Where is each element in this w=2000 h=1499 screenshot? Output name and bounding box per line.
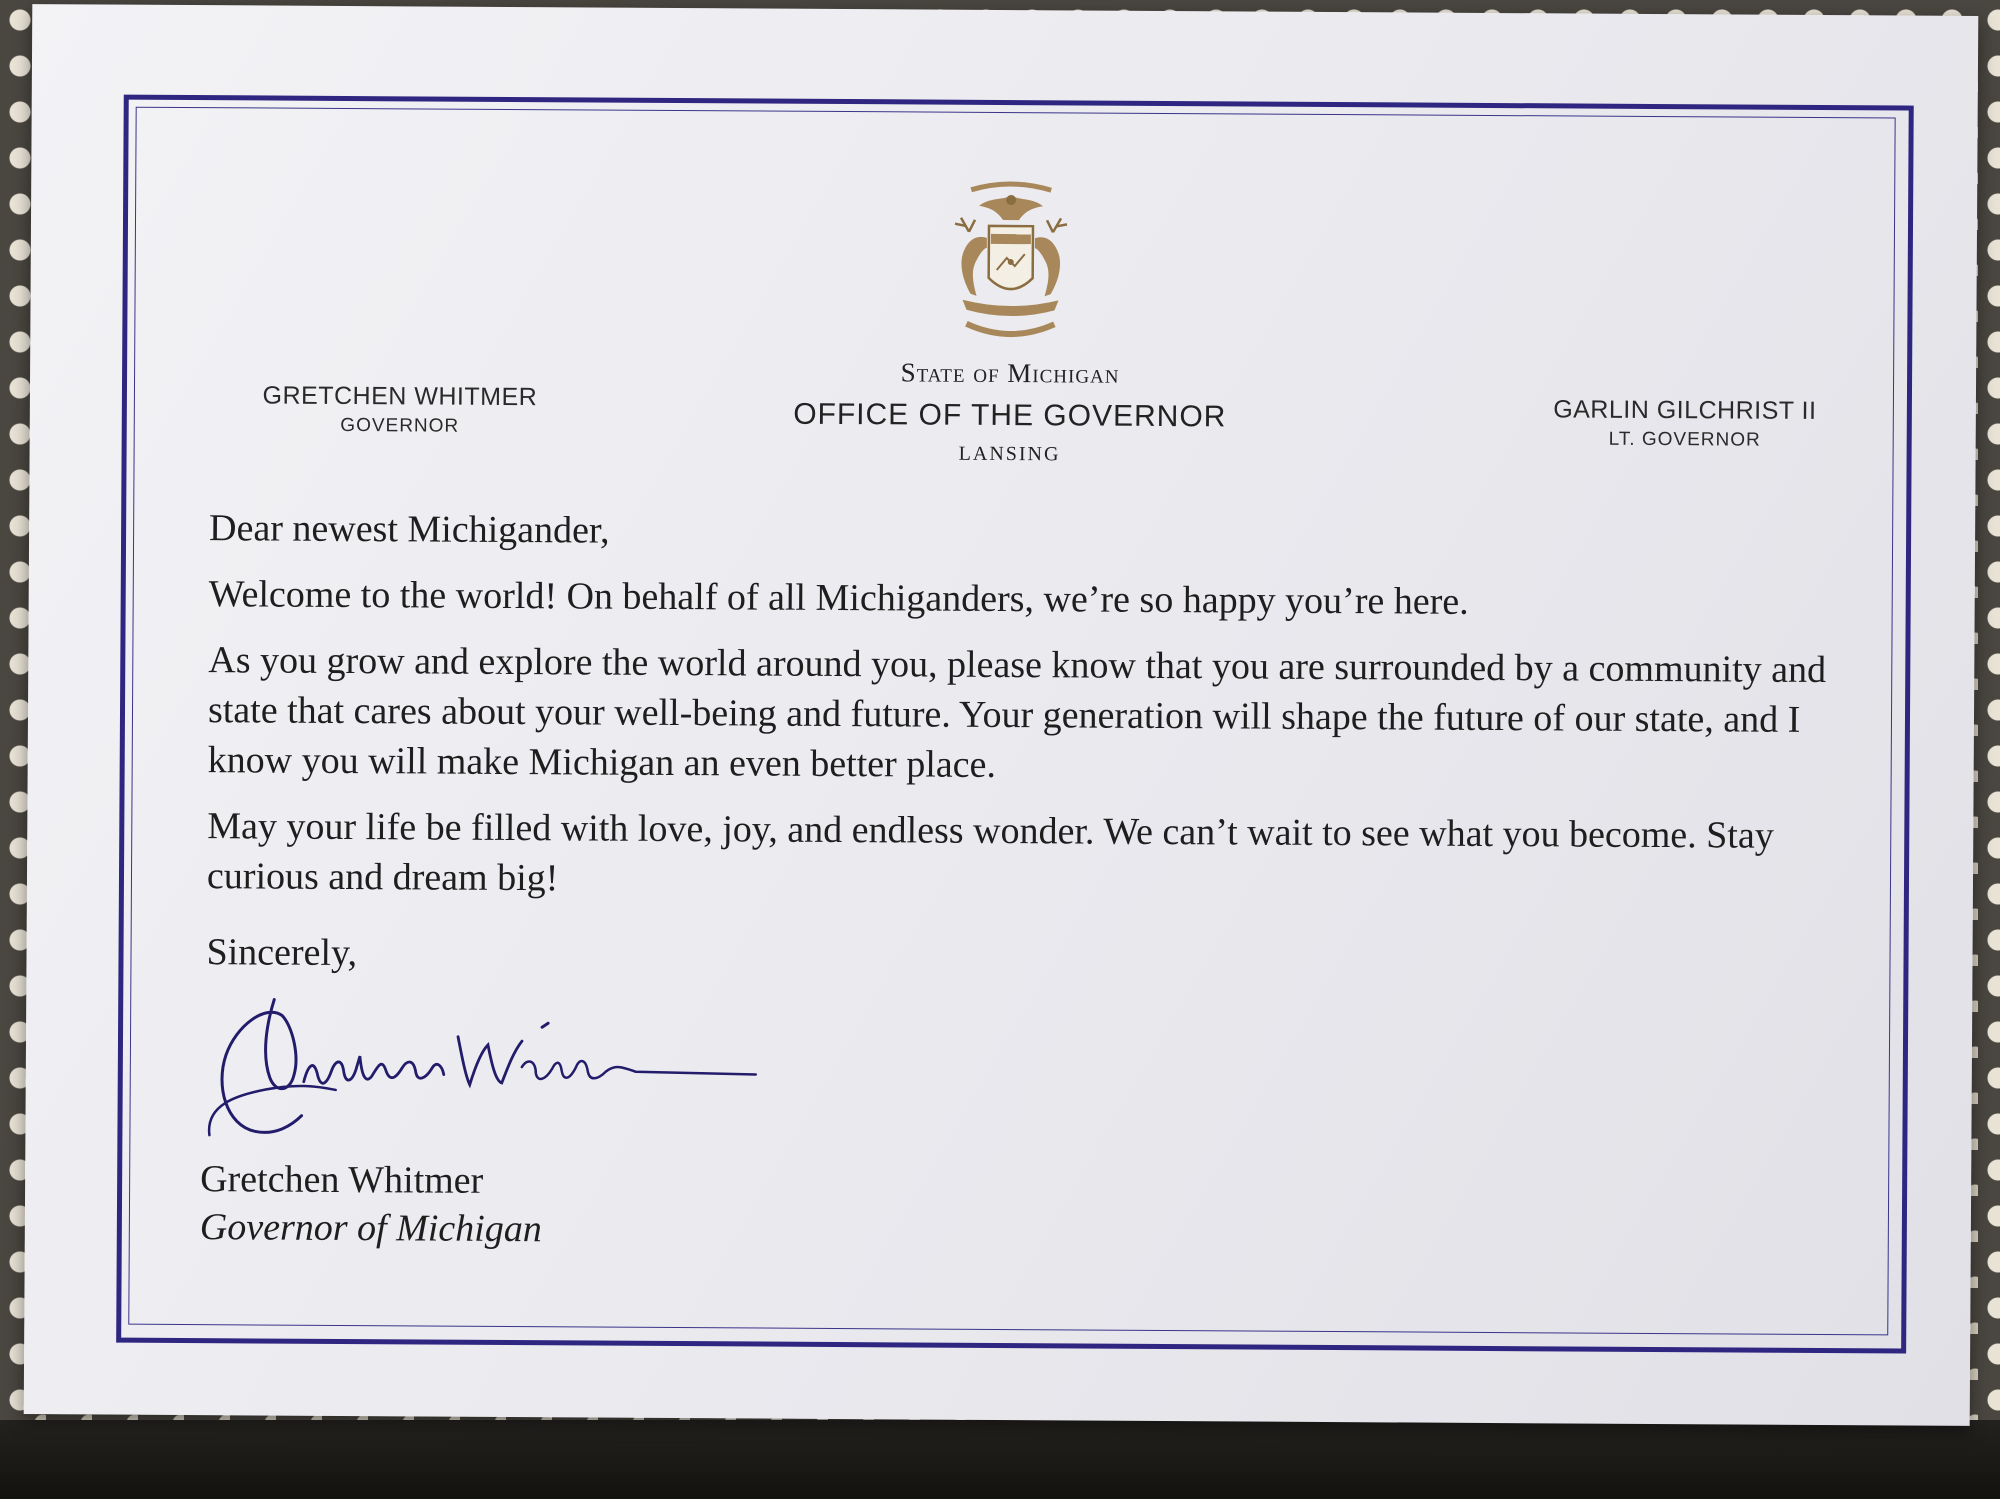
office-name: OFFICE OF THE GOVERNOR [793, 397, 1227, 434]
office-header [730, 356, 1291, 467]
governor-name: GRETCHEN WHITMER [262, 381, 538, 412]
paragraph-welcome: Welcome to the world! On behalf of all Michiganders, we’re so happy you’re here. [208, 573, 1469, 623]
paragraph-wishes: May your life be filled with love, joy, and endless wonder. We can’t wait to see what you become. Stay curious and dream big! [206, 805, 1774, 900]
paragraph-community: As you grow and explore the world around you, please know that you are surrounded by a community and state that cares about your well-being and future. Your generation will shape the future of our state, and I know you will make Michigan an even better place. [207, 639, 1827, 786]
lt-governor-title: LT. GOVERNOR [1608, 428, 1761, 451]
signer-name: Gretchen Whitmer [200, 1158, 484, 1202]
michigan-state-seal-icon [940, 178, 1081, 349]
letter-body [206, 503, 1849, 1003]
governor-title: GOVERNOR [340, 414, 460, 437]
governor-header [220, 381, 580, 438]
signer-block [200, 1155, 543, 1253]
floor-background [0, 1420, 2000, 1499]
lt-governor-header [1505, 395, 1865, 452]
salutation: Dear newest Michigander, [208, 507, 610, 552]
closing: Sincerely, [206, 931, 358, 975]
signer-role: Governor of Michigan [199, 1206, 542, 1251]
state-name: State of Michigan [900, 357, 1120, 389]
lt-governor-name: GARLIN GILCHRIST II [1553, 395, 1817, 425]
letter-card [24, 4, 1979, 1426]
office-city: LANSING [958, 442, 1061, 466]
handwritten-signature-icon [195, 985, 796, 1169]
